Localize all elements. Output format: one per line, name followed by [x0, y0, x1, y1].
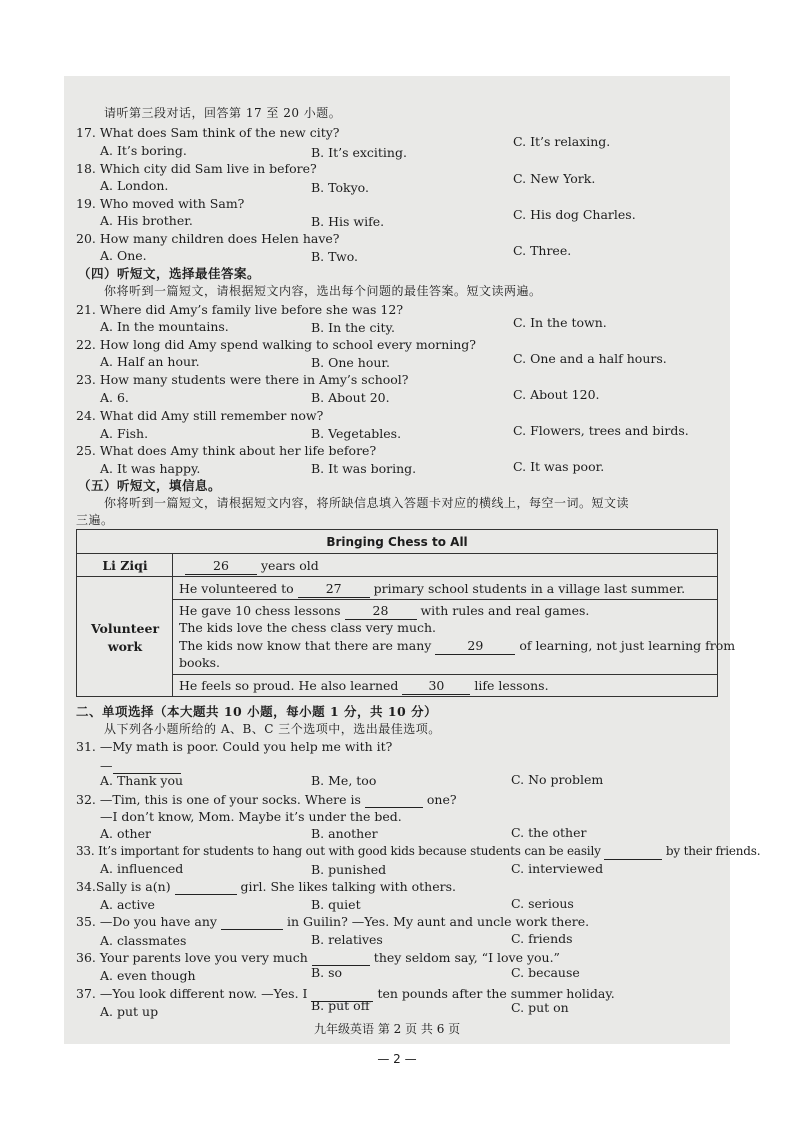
answer-blank[interactable]	[175, 879, 237, 895]
option-a[interactable]: A. even though	[100, 968, 196, 983]
section4-instruction: 你将听到一篇短文，请根据短文内容，选出每个问题的最佳答案。短文读两遍。	[104, 284, 542, 298]
option-a[interactable]: A. Half an hour.	[100, 354, 200, 369]
option-a[interactable]: A. It’s boring.	[100, 143, 187, 158]
option-a[interactable]: A. Fish.	[100, 426, 149, 441]
question-text: 22. How long did Amy spend walking to school every morning?	[76, 337, 477, 352]
answer-blank[interactable]	[365, 792, 423, 808]
answer-blank[interactable]	[221, 914, 283, 930]
option-a[interactable]: A. London.	[100, 178, 169, 193]
section5-heading: （五）听短文，填信息。	[78, 478, 222, 493]
blank-26[interactable]: 26	[185, 558, 257, 575]
question-text	[76, 879, 456, 895]
question-text: 31. —My math is poor. Could you help me with it?	[76, 739, 393, 754]
question-text: 20. How many children does Helen have?	[76, 231, 340, 246]
option-c[interactable]: C. About 120.	[513, 387, 600, 402]
question-text-post: ten pounds after the summer holiday.	[377, 986, 615, 1001]
option-a[interactable]: A. Thank you	[100, 773, 184, 788]
option-a[interactable]: A. other	[100, 826, 151, 841]
option-a[interactable]: A. It was happy.	[100, 461, 201, 476]
part2-instruction: 从下列各小题所给的 A、B、C 三个选项中，选出最佳选项。	[104, 722, 441, 736]
bringing-chess-table	[76, 529, 736, 697]
option-a[interactable]: A. put up	[100, 1004, 159, 1019]
blank-28[interactable]: 28	[345, 603, 417, 620]
question-text	[76, 950, 560, 966]
question-text: 18. Which city did Sam live in before?	[76, 161, 317, 176]
option-c[interactable]: C. One and a half hours.	[513, 351, 667, 366]
blank-29[interactable]: 29	[435, 638, 515, 655]
question-text: 21. Where did Amy’s family live before she was 12?	[76, 302, 404, 317]
option-b[interactable]: B. In the city.	[311, 320, 395, 335]
option-a[interactable]: A. In the mountains.	[100, 319, 229, 334]
row-28-suffix: with rules and real games.	[420, 603, 590, 618]
option-b[interactable]: B. so	[311, 965, 343, 980]
question-text-pre: 35. —Do you have any	[76, 914, 217, 929]
option-c[interactable]: C. It’s relaxing.	[513, 134, 611, 149]
question-text	[76, 914, 589, 930]
age-cell	[173, 554, 717, 577]
row-28-line	[179, 603, 589, 620]
option-a[interactable]: A. His brother.	[100, 213, 193, 228]
exam-page-scan	[64, 76, 761, 1044]
option-a[interactable]: A. One.	[100, 248, 147, 263]
question-text: 19. Who moved with Sam?	[76, 196, 245, 211]
question-text-line2: —I don’t know, Mom. Maybe it’s under the bed.	[100, 809, 402, 824]
section4-heading: （四）听短文，选择最佳答案。	[78, 266, 261, 281]
option-b[interactable]: B. Two.	[311, 249, 359, 264]
option-a[interactable]: A. active	[100, 897, 155, 912]
option-b[interactable]: B. quiet	[311, 897, 361, 912]
option-b[interactable]: B. It was boring.	[311, 461, 417, 476]
volunteer-label-line2: work	[107, 639, 143, 654]
option-c[interactable]: C. In the town.	[513, 315, 607, 330]
answer-blank[interactable]	[113, 758, 181, 774]
option-a[interactable]: A. 6.	[100, 390, 129, 405]
question-text: 17. What does Sam think of the new city?	[76, 125, 340, 140]
row-27-prefix: He volunteered to	[179, 581, 294, 596]
age-suffix: years old	[260, 558, 319, 573]
option-c[interactable]: C. New York.	[513, 171, 596, 186]
row-28-29-cell	[173, 600, 736, 675]
option-c[interactable]: C. It was poor.	[513, 459, 605, 474]
question-text	[76, 844, 760, 860]
section3-instruction: 请听第三段对话，回答第 17 至 20 小题。	[104, 106, 342, 120]
option-c[interactable]: C. the other	[511, 825, 587, 840]
option-c[interactable]: C. No problem	[511, 772, 604, 787]
option-b[interactable]: B. Tokyo.	[311, 180, 369, 195]
option-b[interactable]: B. Vegetables.	[311, 426, 402, 441]
row-27-cell	[173, 577, 717, 600]
row-30-prefix: He feels so proud. He also learned	[179, 678, 399, 693]
option-b[interactable]: B. One hour.	[311, 355, 391, 370]
option-b[interactable]: B. punished	[311, 862, 387, 877]
question-text-pre: 33. It’s important for students to hang out with good kids because students can be easily	[76, 844, 601, 858]
option-b[interactable]: B. put off	[311, 998, 370, 1013]
question-text-pre: 34.Sally is a(n)	[76, 879, 171, 894]
option-c[interactable]: C. Three.	[513, 243, 572, 258]
table-title: Bringing Chess to All	[326, 535, 468, 549]
option-c[interactable]: C. interviewed	[511, 861, 604, 876]
volunteer-label-line1: Volunteer	[90, 621, 160, 636]
option-b[interactable]: B. It’s exciting.	[311, 145, 407, 160]
question-text	[76, 792, 457, 808]
question-text: 24. What did Amy still remember now?	[76, 408, 324, 423]
age-line	[185, 558, 319, 575]
blank-27[interactable]: 27	[298, 581, 370, 598]
row-30-line	[179, 678, 549, 695]
option-c[interactable]: C. Flowers, trees and birds.	[513, 423, 689, 438]
row-28-prefix: He gave 10 chess lessons	[179, 603, 341, 618]
question-text-pre: 37. —You look different now. —Yes. I	[76, 986, 308, 1001]
name-label-cell	[77, 554, 173, 577]
option-b[interactable]: B. His wife.	[311, 214, 385, 229]
question-text: 25. What does Amy think about her life before?	[76, 443, 377, 458]
option-b[interactable]: B. About 20.	[311, 390, 390, 405]
option-c[interactable]: C. because	[511, 965, 580, 980]
row-30-cell	[173, 675, 717, 696]
option-c[interactable]: C. serious	[511, 896, 574, 911]
row-30-suffix: life lessons.	[474, 678, 549, 693]
row-29-line	[179, 638, 735, 655]
question-text-pre: 36. Your parents love you very much	[76, 950, 308, 965]
row-29-suffix: of learning, not just learning from	[519, 638, 736, 653]
option-b[interactable]: B. another	[311, 826, 378, 841]
option-a[interactable]: A. classmates	[100, 933, 187, 948]
section5-instruction: 你将听到一篇短文，请根据短文内容，将所缺信息填入答题卡对应的横线上，每空一词。短文读	[104, 496, 630, 510]
row-27-line	[179, 581, 685, 598]
question-text-post: they seldom say, “I love you.”	[373, 950, 560, 965]
answer-blank[interactable]	[604, 844, 662, 860]
question-text-post: in Guilin? —Yes. My aunt and uncle work there.	[286, 914, 590, 929]
option-c[interactable]: C. His dog Charles.	[513, 207, 636, 222]
option-a[interactable]: A. influenced	[100, 861, 184, 876]
answer-blank[interactable]	[312, 950, 370, 966]
option-b[interactable]: B. Me, too	[311, 773, 377, 788]
row-2-line4: books.	[179, 655, 221, 670]
answer-line	[100, 758, 181, 774]
question-text-post: one?	[426, 792, 457, 807]
question-text: 23. How many students were there in Amy’s school?	[76, 372, 409, 387]
volunteer-label-cell	[77, 577, 173, 696]
page-number: — 2 —	[377, 1052, 417, 1066]
row-2-line2: The kids love the chess class very much.	[179, 620, 437, 635]
question-text-pre: 32. —Tim, this is one of your socks. Where is	[76, 792, 361, 807]
part2-heading: 二、单项选择（本大题共 10 小题，每小题 1 分，共 10 分）	[76, 704, 438, 719]
name-label: Li Ziqi	[102, 558, 148, 573]
option-c[interactable]: C. put on	[511, 1000, 569, 1015]
question-text-post: by their friends.	[665, 844, 761, 858]
row-29-prefix: The kids now know that there are many	[179, 638, 432, 653]
row-27-suffix: primary school students in a village last summer.	[373, 581, 686, 596]
table-title-cell	[77, 530, 717, 554]
page-footer: 九年级英语 第 2 页 共 6 页	[314, 1022, 461, 1036]
blank-30[interactable]: 30	[402, 678, 470, 695]
question-text-post: girl. She likes talking with others.	[240, 879, 456, 894]
dash: —	[100, 758, 113, 773]
option-c[interactable]: C. friends	[511, 931, 573, 946]
section5-instruction-cont: 三遍。	[76, 513, 114, 527]
option-b[interactable]: B. relatives	[311, 932, 383, 947]
